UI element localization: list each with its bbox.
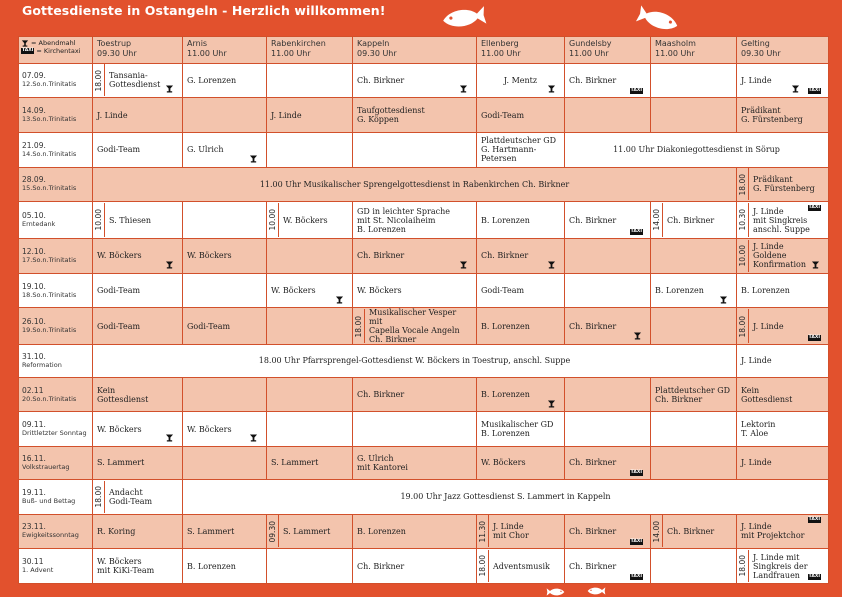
service-cell-raben — [267, 549, 353, 584]
legend — [19, 37, 93, 64]
communion-chalice-icon — [547, 261, 556, 269]
service-row-2311 — [19, 514, 829, 549]
service-cell-arnis — [183, 239, 267, 274]
communion-chalice-icon — [249, 155, 258, 163]
service-text: Ch. Birkner — [569, 215, 617, 225]
service-cell-arnis — [183, 273, 267, 308]
church-taxi-icon: TAXI — [630, 229, 642, 235]
service-text: Tansania- Gottesdienst — [109, 71, 161, 90]
service-row-0709 — [19, 63, 829, 98]
service-row-3110 — [19, 345, 829, 378]
service-cell-gundelsby — [565, 63, 651, 98]
service-cell-ellenberg — [477, 63, 565, 98]
service-cell-kappeln — [353, 132, 477, 167]
service-text: Kein Gottesdienst — [741, 385, 793, 404]
service-row-1409 — [19, 98, 829, 133]
date-cell — [19, 132, 93, 167]
column-header-gelting: Gelting 09.30 Uhr — [737, 37, 829, 64]
church-taxi-icon: TAXI — [22, 48, 34, 53]
date-cell — [19, 345, 93, 378]
service-cell-maasholm — [651, 549, 737, 584]
service-text: J. Linde Goldene Konfirmation — [753, 242, 806, 270]
service-cell-gundelsby — [565, 549, 651, 584]
service-cell-gelting — [737, 412, 829, 447]
column-header-toestrup: Toestrup 09.30 Uhr — [93, 37, 183, 64]
service-text: Plattdeutscher GD Ch. Birkner — [655, 385, 731, 404]
service-cell-raben — [267, 273, 353, 308]
service-cell-gundelsby — [565, 239, 651, 274]
communion-chalice-icon — [633, 332, 642, 340]
service-text: J. Linde mit Singkreis anschl. Suppe — [753, 206, 810, 234]
time-label: 18.00 — [738, 315, 747, 337]
date-label: 23.11. — [22, 522, 46, 532]
service-text: Musikalischer GD B. Lorenzen — [481, 420, 554, 439]
service-cell-raben — [267, 447, 353, 480]
service-text: Ch. Birkner — [569, 75, 617, 85]
service-text: S. Lammert — [271, 458, 319, 468]
service-cell-kappeln — [353, 377, 477, 412]
service-text: J. Linde — [271, 110, 302, 120]
sprengel-service-cell — [183, 479, 829, 514]
date-label: 05.10. — [22, 211, 46, 221]
church-taxi-icon: TAXI — [808, 205, 820, 211]
church-taxi-icon: TAXI — [808, 335, 820, 341]
service-cell-kappeln — [353, 308, 477, 345]
service-cell-ellenberg — [477, 202, 565, 239]
sunday-label: 1. Advent — [22, 566, 54, 575]
service-row-3011 — [19, 549, 829, 584]
service-cell-ellenberg — [477, 308, 565, 345]
service-text: Ch. Birkner — [667, 526, 715, 536]
page-title: Gottesdienste in Ostangeln - Herzlich willkommen! — [22, 3, 386, 18]
date-cell — [19, 412, 93, 447]
service-text: W. Böckers — [97, 424, 142, 434]
service-cell-toestrup — [93, 239, 183, 274]
service-text: B. Lorenzen — [655, 286, 704, 296]
service-text: Ch. Birkner — [569, 526, 617, 536]
date-cell — [19, 63, 93, 98]
service-text: Godi-Team — [481, 110, 525, 120]
church-taxi-icon: TAXI — [808, 574, 820, 580]
service-cell-arnis — [183, 377, 267, 412]
legend-cup-label: = Abendmahl — [31, 39, 76, 47]
service-cell-raben — [267, 514, 353, 549]
sunday-label: Reformation — [22, 360, 62, 369]
time-label: 11.30 — [478, 520, 487, 543]
communion-chalice-icon — [21, 40, 29, 47]
service-text: Ch. Birkner — [357, 390, 405, 400]
service-cell-arnis — [183, 63, 267, 98]
time-label: 18.00 — [738, 555, 747, 577]
time-label: 10.00 — [738, 245, 747, 267]
communion-chalice-icon — [811, 261, 820, 269]
service-cell-raben — [267, 132, 353, 167]
communion-chalice-icon — [335, 296, 344, 304]
column-header-kappeln: Kappeln 09.30 Uhr — [353, 37, 477, 64]
date-label: 31.10. — [22, 351, 46, 361]
service-cell-maasholm — [651, 273, 737, 308]
service-text: Adventsmusik — [493, 561, 550, 571]
header — [0, 0, 842, 34]
service-text: J. Linde mit Chor — [493, 522, 529, 541]
sunday-label: 15.So.n.Trinitatis — [22, 184, 77, 193]
service-cell-kappeln — [353, 514, 477, 549]
service-cell-ellenberg — [477, 514, 565, 549]
service-cell-toestrup — [93, 202, 183, 239]
date-label: 16.11. — [22, 453, 46, 463]
service-cell-maasholm — [651, 447, 737, 480]
service-cell-gelting — [737, 63, 829, 98]
sunday-label: Volkstrauertag — [22, 462, 70, 471]
service-cell-raben — [267, 308, 353, 345]
service-text: Ch. Birkner — [667, 215, 715, 225]
service-text: J. Linde — [753, 321, 784, 331]
date-cell — [19, 479, 93, 514]
service-cell-maasholm — [651, 63, 737, 98]
date-cell — [19, 239, 93, 274]
service-text: Ch. Birkner — [569, 458, 617, 468]
sunday-label: 13.So.n.Trinitatis — [22, 115, 77, 124]
time-label: 14.00 — [652, 520, 661, 543]
service-cell-kappeln — [353, 447, 477, 480]
communion-chalice-icon — [547, 85, 556, 93]
sunday-label: Buß- und Bettag — [22, 496, 76, 505]
communion-chalice-icon — [165, 434, 174, 442]
column-header-rabenkirchen: Rabenkirchen 11.00 Uhr — [267, 37, 353, 64]
service-cell-maasholm — [651, 202, 737, 239]
service-text: Lektorin T. Aloe — [741, 420, 776, 439]
church-taxi-icon: TAXI — [808, 517, 820, 523]
service-cell-toestrup — [93, 479, 183, 514]
service-cell-gelting — [737, 239, 829, 274]
service-text: W. Böckers — [187, 424, 232, 434]
service-cell-ellenberg — [477, 273, 565, 308]
service-cell-kappeln — [353, 98, 477, 133]
service-cell-gelting — [737, 447, 829, 480]
service-row-2109 — [19, 132, 829, 167]
service-cell-maasholm — [651, 514, 737, 549]
service-cell-arnis — [183, 549, 267, 584]
date-cell — [19, 377, 93, 412]
sprengel-service-cell — [93, 345, 737, 378]
service-cell-toestrup — [93, 412, 183, 447]
service-text: J. Linde — [97, 110, 128, 120]
service-row-1910 — [19, 273, 829, 308]
service-text: J. Linde — [741, 75, 772, 85]
service-text: Kein Gottesdienst — [97, 385, 149, 404]
service-text: Ch. Birkner — [357, 251, 405, 261]
sunday-label: 20.So.n.Trinitatis — [22, 394, 77, 403]
service-text: S. Thiesen — [109, 215, 152, 225]
service-text: Godi-Team — [187, 321, 231, 331]
service-text: Ch. Birkner — [357, 561, 405, 571]
service-text: Andacht Godi-Team — [109, 487, 153, 506]
service-cell-kappeln — [353, 239, 477, 274]
date-cell — [19, 98, 93, 133]
service-table — [18, 36, 829, 584]
sprengel-service-cell — [565, 132, 829, 167]
date-cell — [19, 167, 93, 202]
communion-chalice-icon — [165, 261, 174, 269]
service-cell-gelting — [737, 273, 829, 308]
service-cell-gundelsby — [565, 447, 651, 480]
service-cell-toestrup — [93, 549, 183, 584]
service-text: R. Koring — [97, 526, 136, 536]
service-cell-ellenberg — [477, 377, 565, 412]
service-text: W. Böckers — [187, 251, 232, 261]
service-text: S. Lammert — [97, 458, 145, 468]
date-label: 28.09. — [22, 175, 46, 185]
service-text: Ch. Birkner — [481, 251, 529, 261]
fish-icon — [437, 3, 490, 34]
date-cell — [19, 308, 93, 345]
header-row — [19, 37, 829, 64]
service-text: W. Böckers — [271, 286, 316, 296]
time-label: 18.00 — [94, 69, 103, 92]
legend-taxi-label: = Kirchentaxi — [36, 47, 81, 55]
date-cell — [19, 273, 93, 308]
service-cell-gelting — [737, 308, 829, 345]
service-cell-gundelsby — [565, 98, 651, 133]
service-row-2610 — [19, 308, 829, 345]
communion-chalice-icon — [459, 85, 468, 93]
service-row-1911 — [19, 479, 829, 514]
service-text: Godi-Team — [97, 145, 141, 155]
service-text: W. Böckers — [357, 286, 402, 296]
time-label: 18.00 — [94, 485, 103, 508]
service-text: G. Ulrich mit Kantorei — [357, 453, 408, 472]
column-header-gundelsby: Gundelsby 11.00 Uhr — [565, 37, 651, 64]
sprengel-service-text: 19.00 Uhr Jazz Gottesdienst S. Lammert in Kappeln — [400, 492, 611, 502]
service-cell-gelting — [737, 167, 829, 202]
service-text: B. Lorenzen — [481, 321, 530, 331]
time-label: 18.00 — [738, 173, 747, 196]
service-plan — [18, 36, 828, 584]
service-text: B. Lorenzen — [481, 215, 530, 225]
service-cell-arnis — [183, 514, 267, 549]
date-label: 12.10. — [22, 246, 46, 256]
service-cell-ellenberg — [477, 447, 565, 480]
column-header-ellenberg: Ellenberg 11.00 Uhr — [477, 37, 565, 64]
fish-icon — [545, 587, 567, 597]
service-cell-kappeln — [353, 549, 477, 584]
service-cell-arnis — [183, 202, 267, 239]
date-label: 26.10. — [22, 317, 46, 327]
date-label: 09.11. — [22, 420, 46, 430]
time-label: 10.00 — [268, 209, 277, 231]
service-cell-ellenberg — [477, 239, 565, 274]
sunday-label: Erntedank — [22, 220, 56, 229]
service-cell-arnis — [183, 98, 267, 133]
service-cell-maasholm — [651, 239, 737, 274]
sunday-label: 19.So.n.Trinitatis — [22, 326, 77, 335]
service-cell-raben — [267, 202, 353, 239]
service-cell-arnis — [183, 132, 267, 167]
fish-icon — [633, 1, 684, 38]
service-row-1210 — [19, 239, 829, 274]
service-text: Godi-Team — [481, 286, 525, 296]
service-text: W. Böckers — [97, 251, 142, 261]
time-label: 10.00 — [94, 209, 103, 231]
service-cell-kappeln — [353, 202, 477, 239]
service-text: W. Böckers mit KiKi-Team — [97, 557, 155, 576]
service-cell-arnis — [183, 447, 267, 480]
date-label: 19.10. — [22, 281, 46, 291]
time-label: 10.30 — [738, 209, 747, 231]
service-text: Prädikant G. Fürstenberg — [753, 175, 815, 194]
service-text: B. Lorenzen — [187, 561, 236, 571]
service-text: J. Linde — [741, 458, 772, 468]
service-cell-gundelsby — [565, 514, 651, 549]
service-cell-toestrup — [93, 447, 183, 480]
service-cell-maasholm — [651, 377, 737, 412]
sunday-label: Ewigkeitssonntag — [22, 531, 79, 540]
service-text: S. Lammert — [283, 526, 331, 536]
communion-chalice-icon — [459, 261, 468, 269]
time-label: 14.00 — [652, 209, 661, 231]
sunday-label: 12.So.n.Trinitatis — [22, 80, 77, 89]
date-label: 14.09. — [22, 106, 46, 116]
sprengel-service-text: 11.00 Uhr Diakoniegottesdienst in Sörup — [613, 145, 780, 155]
service-text: Godi-Team — [97, 286, 141, 296]
service-cell-kappeln — [353, 273, 477, 308]
service-cell-gundelsby — [565, 412, 651, 447]
communion-chalice-icon — [719, 296, 728, 304]
service-row-2809 — [19, 167, 829, 202]
service-row-0211 — [19, 377, 829, 412]
service-cell-toestrup — [93, 63, 183, 98]
column-header-maasholm: Maasholm 11.00 Uhr — [651, 37, 737, 64]
service-cell-toestrup — [93, 98, 183, 133]
service-cell-raben — [267, 63, 353, 98]
service-cell-ellenberg — [477, 98, 565, 133]
service-cell-raben — [267, 412, 353, 447]
communion-chalice-icon — [165, 85, 174, 93]
service-cell-gundelsby — [565, 377, 651, 412]
time-label: 18.00 — [478, 555, 487, 577]
time-label: 18.00 — [354, 315, 363, 337]
service-cell-ellenberg — [477, 412, 565, 447]
sunday-label: 18.So.n.Trinitatis — [22, 290, 77, 299]
service-cell-gelting — [737, 514, 829, 549]
service-text: G. Lorenzen — [187, 75, 237, 85]
date-label: 02.11 — [22, 385, 44, 395]
service-text: Ch. Birkner — [357, 75, 405, 85]
service-text: B. Lorenzen — [357, 526, 406, 536]
service-row-0911 — [19, 412, 829, 447]
service-cell-toestrup — [93, 273, 183, 308]
service-text: Musikalischer Vesper mit Capella Vocale Angeln Ch. Birkner — [369, 308, 460, 345]
sprengel-service-text: 18.00 Uhr Pfarrsprengel-Gottesdienst W. Böckers in Toestrup, anschl. Suppe — [258, 356, 571, 366]
date-label: 30.11 — [22, 557, 44, 567]
service-cell-kappeln — [353, 412, 477, 447]
church-taxi-icon: TAXI — [630, 539, 642, 545]
service-row-0510 — [19, 202, 829, 239]
service-text: GD in leichter Sprache mit St. Nicolaiheim B. Lorenzen — [357, 206, 450, 234]
service-text: S. Lammert — [187, 526, 235, 536]
service-cell-gelting — [737, 345, 829, 378]
service-cell-maasholm — [651, 98, 737, 133]
service-text: Ch. Birkner — [569, 321, 617, 331]
service-text: G. Ulrich — [187, 145, 224, 155]
service-text: B. Lorenzen — [481, 390, 530, 400]
church-taxi-icon: TAXI — [630, 88, 642, 94]
date-label: 21.09. — [22, 140, 46, 150]
sunday-label: Drittletzter Sonntag — [22, 429, 87, 438]
service-cell-raben — [267, 239, 353, 274]
service-text: J. Linde mit Singkreis der Landfrauen — [753, 552, 808, 580]
service-cell-toestrup — [93, 514, 183, 549]
service-cell-gundelsby — [565, 308, 651, 345]
service-cell-gelting — [737, 549, 829, 584]
service-row-1611 — [19, 447, 829, 480]
service-text: J. Mentz — [503, 75, 538, 85]
church-taxi-icon: TAXI — [808, 88, 820, 94]
service-text: Plattdeutscher GD G. Hartmann-Petersen — [481, 136, 557, 164]
service-cell-arnis — [183, 412, 267, 447]
service-cell-maasholm — [651, 412, 737, 447]
sunday-label: 17.So.n.Trinitatis — [22, 255, 77, 264]
service-text: Taufgottesdienst G. Köppen — [357, 106, 425, 125]
column-header-arnis: Arnis 11.00 Uhr — [183, 37, 267, 64]
date-label: 07.09. — [22, 71, 46, 81]
date-cell — [19, 447, 93, 480]
church-taxi-icon: TAXI — [630, 574, 642, 580]
service-cell-toestrup — [93, 132, 183, 167]
time-label: 09.30 — [268, 520, 277, 543]
service-cell-kappeln — [353, 63, 477, 98]
service-cell-toestrup — [93, 308, 183, 345]
date-cell — [19, 202, 93, 239]
communion-chalice-icon — [791, 85, 800, 93]
service-text: J. Linde — [741, 356, 772, 366]
service-text: W. Böckers — [283, 215, 328, 225]
service-cell-toestrup — [93, 377, 183, 412]
date-label: 19.11. — [22, 487, 46, 497]
service-cell-raben — [267, 377, 353, 412]
sprengel-service-cell — [93, 167, 737, 202]
service-text: B. Lorenzen — [741, 286, 790, 296]
service-cell-gelting — [737, 98, 829, 133]
service-cell-raben — [267, 98, 353, 133]
service-cell-maasholm — [651, 308, 737, 345]
church-taxi-icon: TAXI — [630, 469, 642, 475]
service-cell-gelting — [737, 377, 829, 412]
service-text: Prädikant G. Fürstenberg — [741, 106, 803, 125]
communion-chalice-icon — [249, 434, 258, 442]
date-cell — [19, 549, 93, 584]
service-cell-gundelsby — [565, 202, 651, 239]
sprengel-service-text: 11.00 Uhr Musikalischer Sprengelgottesdienst in Rabenkirchen Ch. Birkner — [259, 179, 570, 189]
service-cell-arnis — [183, 308, 267, 345]
communion-chalice-icon — [547, 400, 556, 408]
service-text: J. Linde mit Projektchor — [741, 522, 805, 541]
service-cell-gelting — [737, 202, 829, 239]
date-cell — [19, 514, 93, 549]
service-text: Godi-Team — [97, 321, 141, 331]
service-cell-ellenberg — [477, 549, 565, 584]
service-text: W. Böckers — [481, 458, 526, 468]
service-text: Ch. Birkner — [569, 561, 617, 571]
service-cell-ellenberg — [477, 132, 565, 167]
sunday-label: 14.So.n.Trinitatis — [22, 149, 77, 158]
service-cell-gundelsby — [565, 273, 651, 308]
